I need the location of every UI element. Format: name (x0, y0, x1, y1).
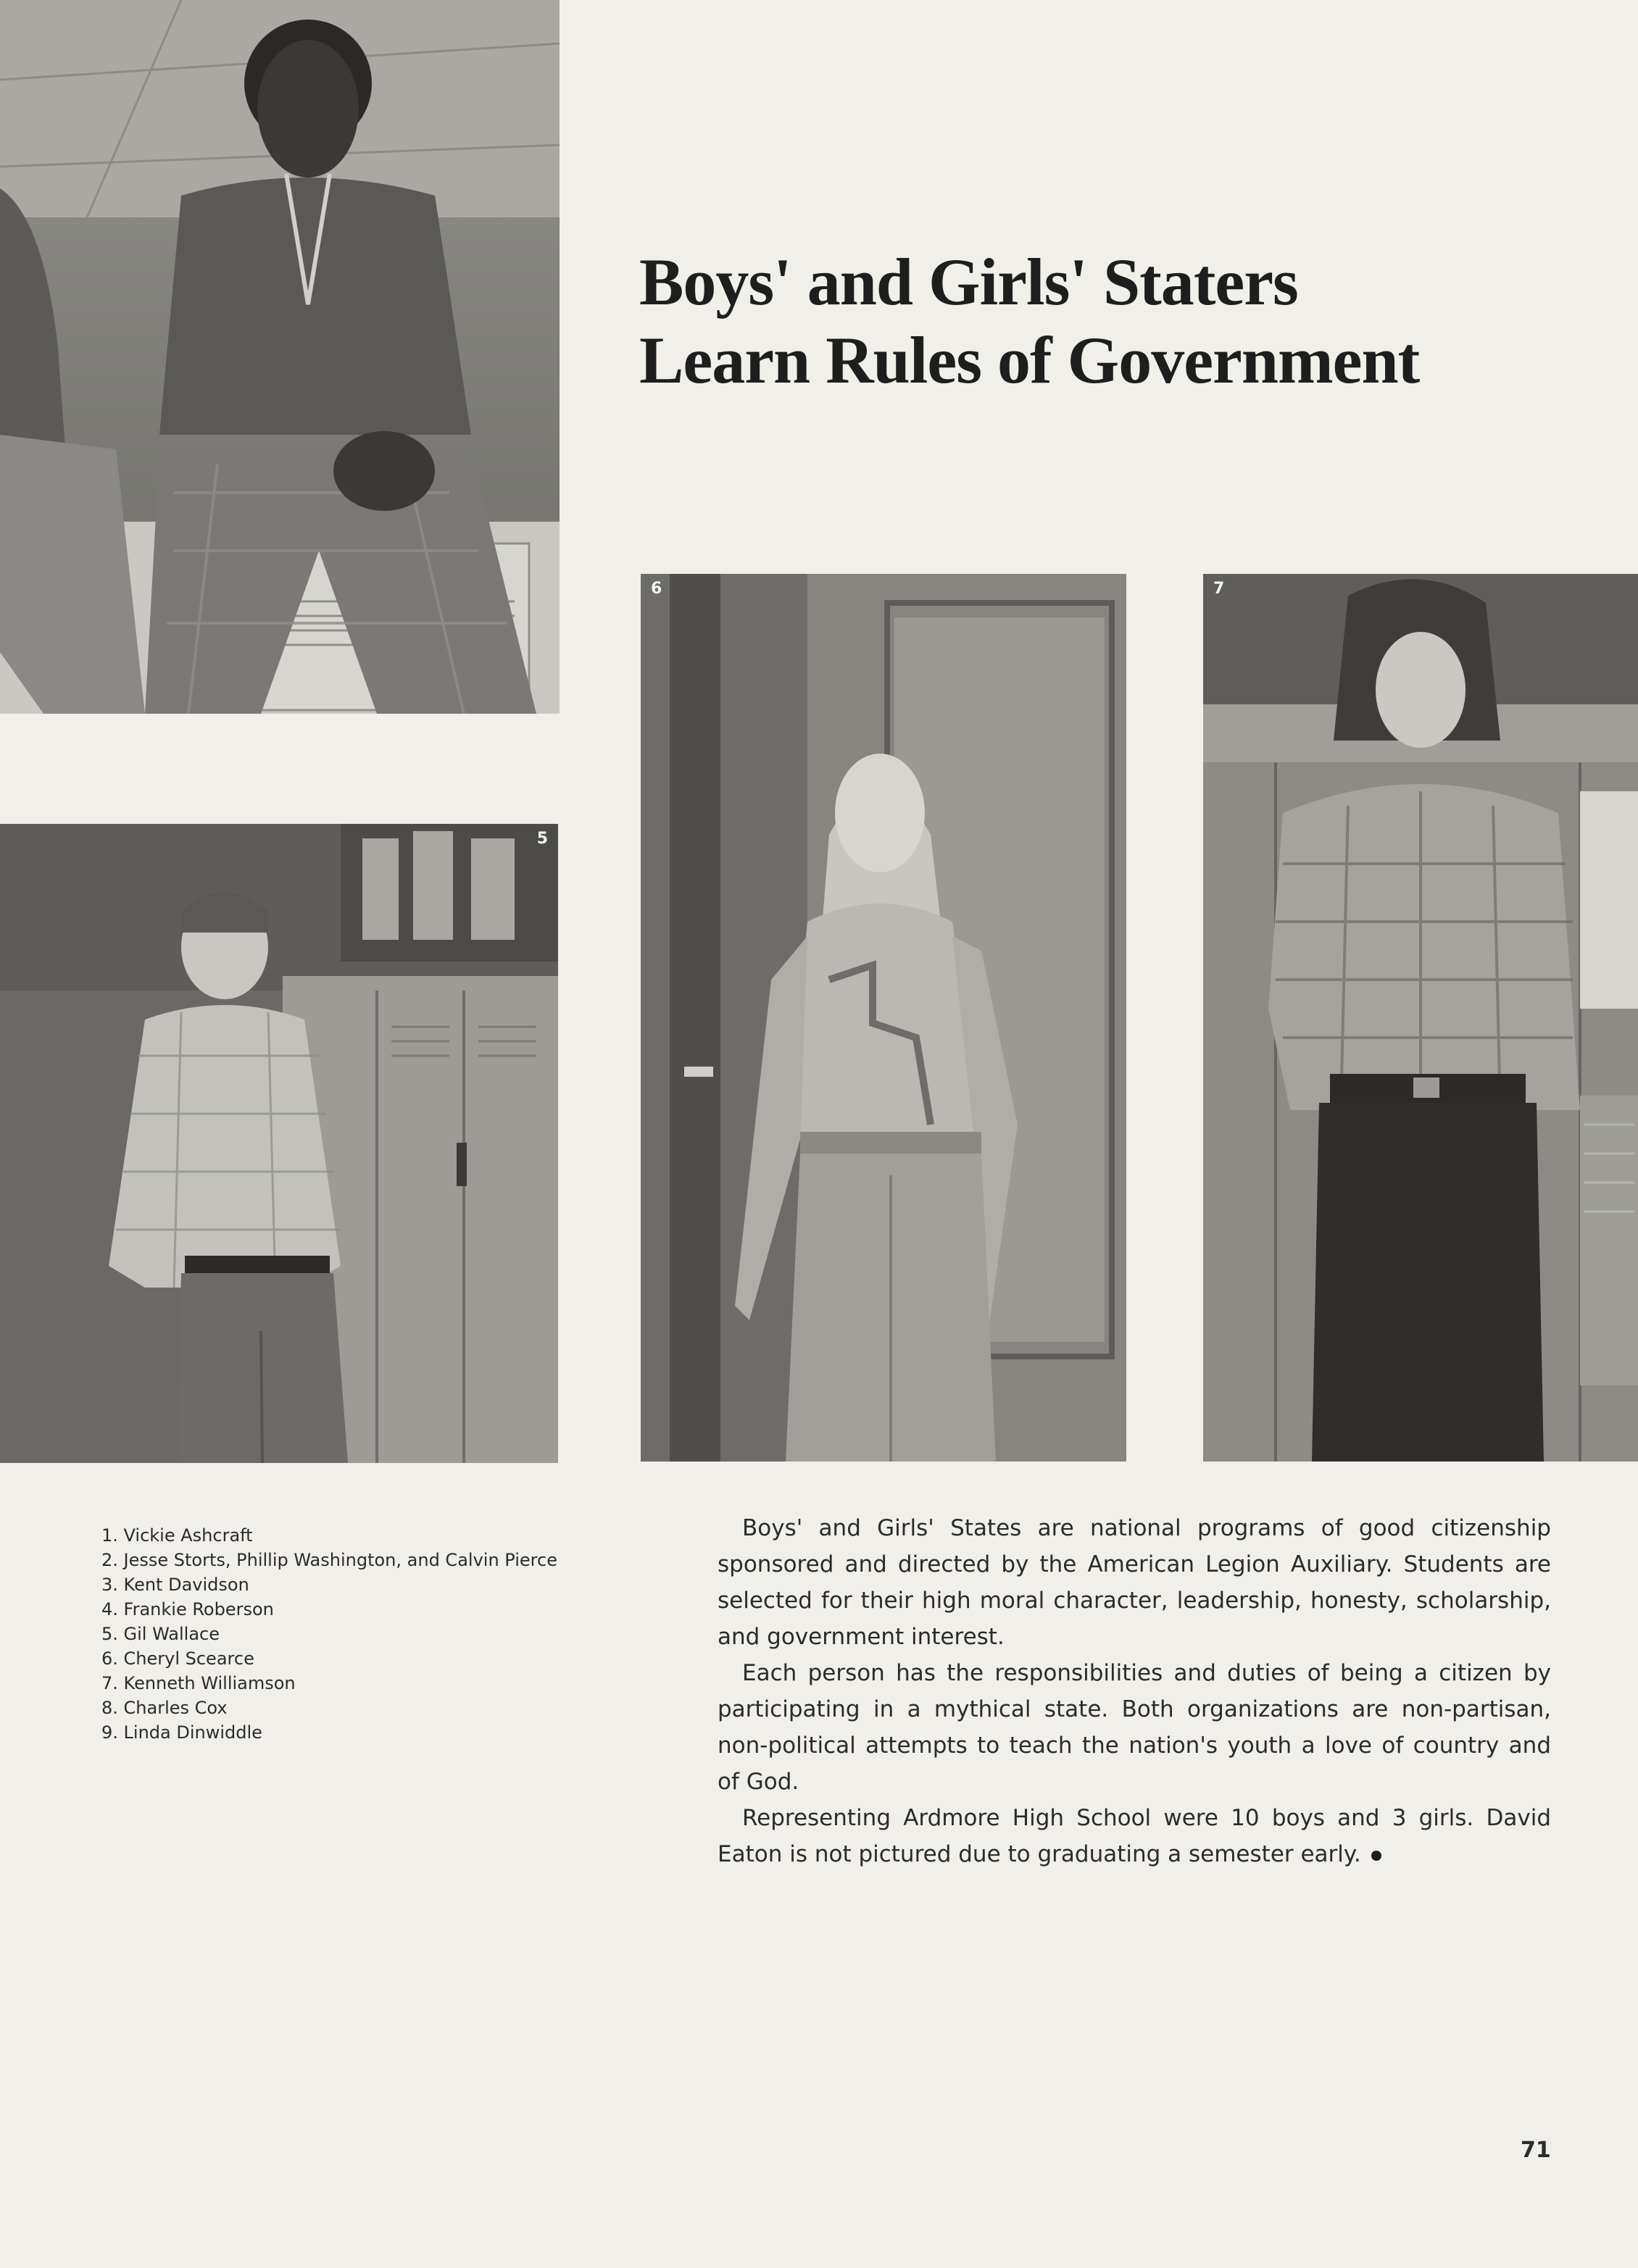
page-title-line-1: Boys' and Girls' Staters (639, 245, 1298, 319)
page-title (639, 243, 1419, 399)
photo-seated-student-image (0, 0, 560, 714)
caption-item: 6. Cheryl Scearce (101, 1648, 254, 1669)
photo-number: 7 (1213, 580, 1225, 598)
caption-item: 9. Linda Dinwiddle (101, 1722, 262, 1743)
caption-item: 3. Kent Davidson (101, 1575, 249, 1595)
photo-gil-wallace-image (0, 824, 558, 1463)
caption-item: 8. Charles Cox (101, 1698, 228, 1718)
caption-item: 2. Jesse Storts, Phillip Washington, and Calvin Pierce (101, 1550, 557, 1570)
photo-kenneth-williamson-image (1203, 574, 1638, 1462)
article-body (718, 1510, 1551, 1872)
photo-number: 6 (651, 580, 662, 598)
page-title-line-2: Learn Rules of Government (639, 323, 1420, 397)
article-paragraph-text: Representing Ardmore High School were 10 boys and 3 girls. David Eaton is not pictured due to graduating a semester early. (718, 1805, 1551, 1867)
photo-cheryl-scearce-image (641, 574, 1126, 1462)
caption-item: 7. Kenneth Williamson (101, 1673, 296, 1693)
page-number: 71 (1521, 2138, 1551, 2163)
photo-cheryl-scearce (641, 574, 1126, 1462)
end-mark-icon (1371, 1851, 1381, 1861)
photo-caption-list (101, 1523, 557, 1745)
caption-item: 1. Vickie Ashcraft (101, 1525, 253, 1546)
photo-gil-wallace (0, 824, 558, 1463)
article-paragraph: Boys' and Girls' States are national programs of good citizenship sponsored and directed by the American Legion Auxiliary. Students are selected for their high moral character, leadership, honesty, scholarship, and government interest. (718, 1515, 1551, 1650)
photo-number: 5 (536, 830, 548, 848)
photo-seated-student (0, 0, 560, 714)
article-paragraph (718, 1800, 1551, 1872)
article-paragraph: Each person has the responsibilities and duties of being a citizen by participating in a mythical state. Both organizations are non-partisan, non-political attempts to teach the nation's youth a love of country and of God. (718, 1660, 1551, 1795)
caption-item: 5. Gil Wallace (101, 1624, 220, 1644)
caption-item: 4. Frankie Roberson (101, 1599, 274, 1619)
photo-kenneth-williamson (1203, 574, 1638, 1462)
